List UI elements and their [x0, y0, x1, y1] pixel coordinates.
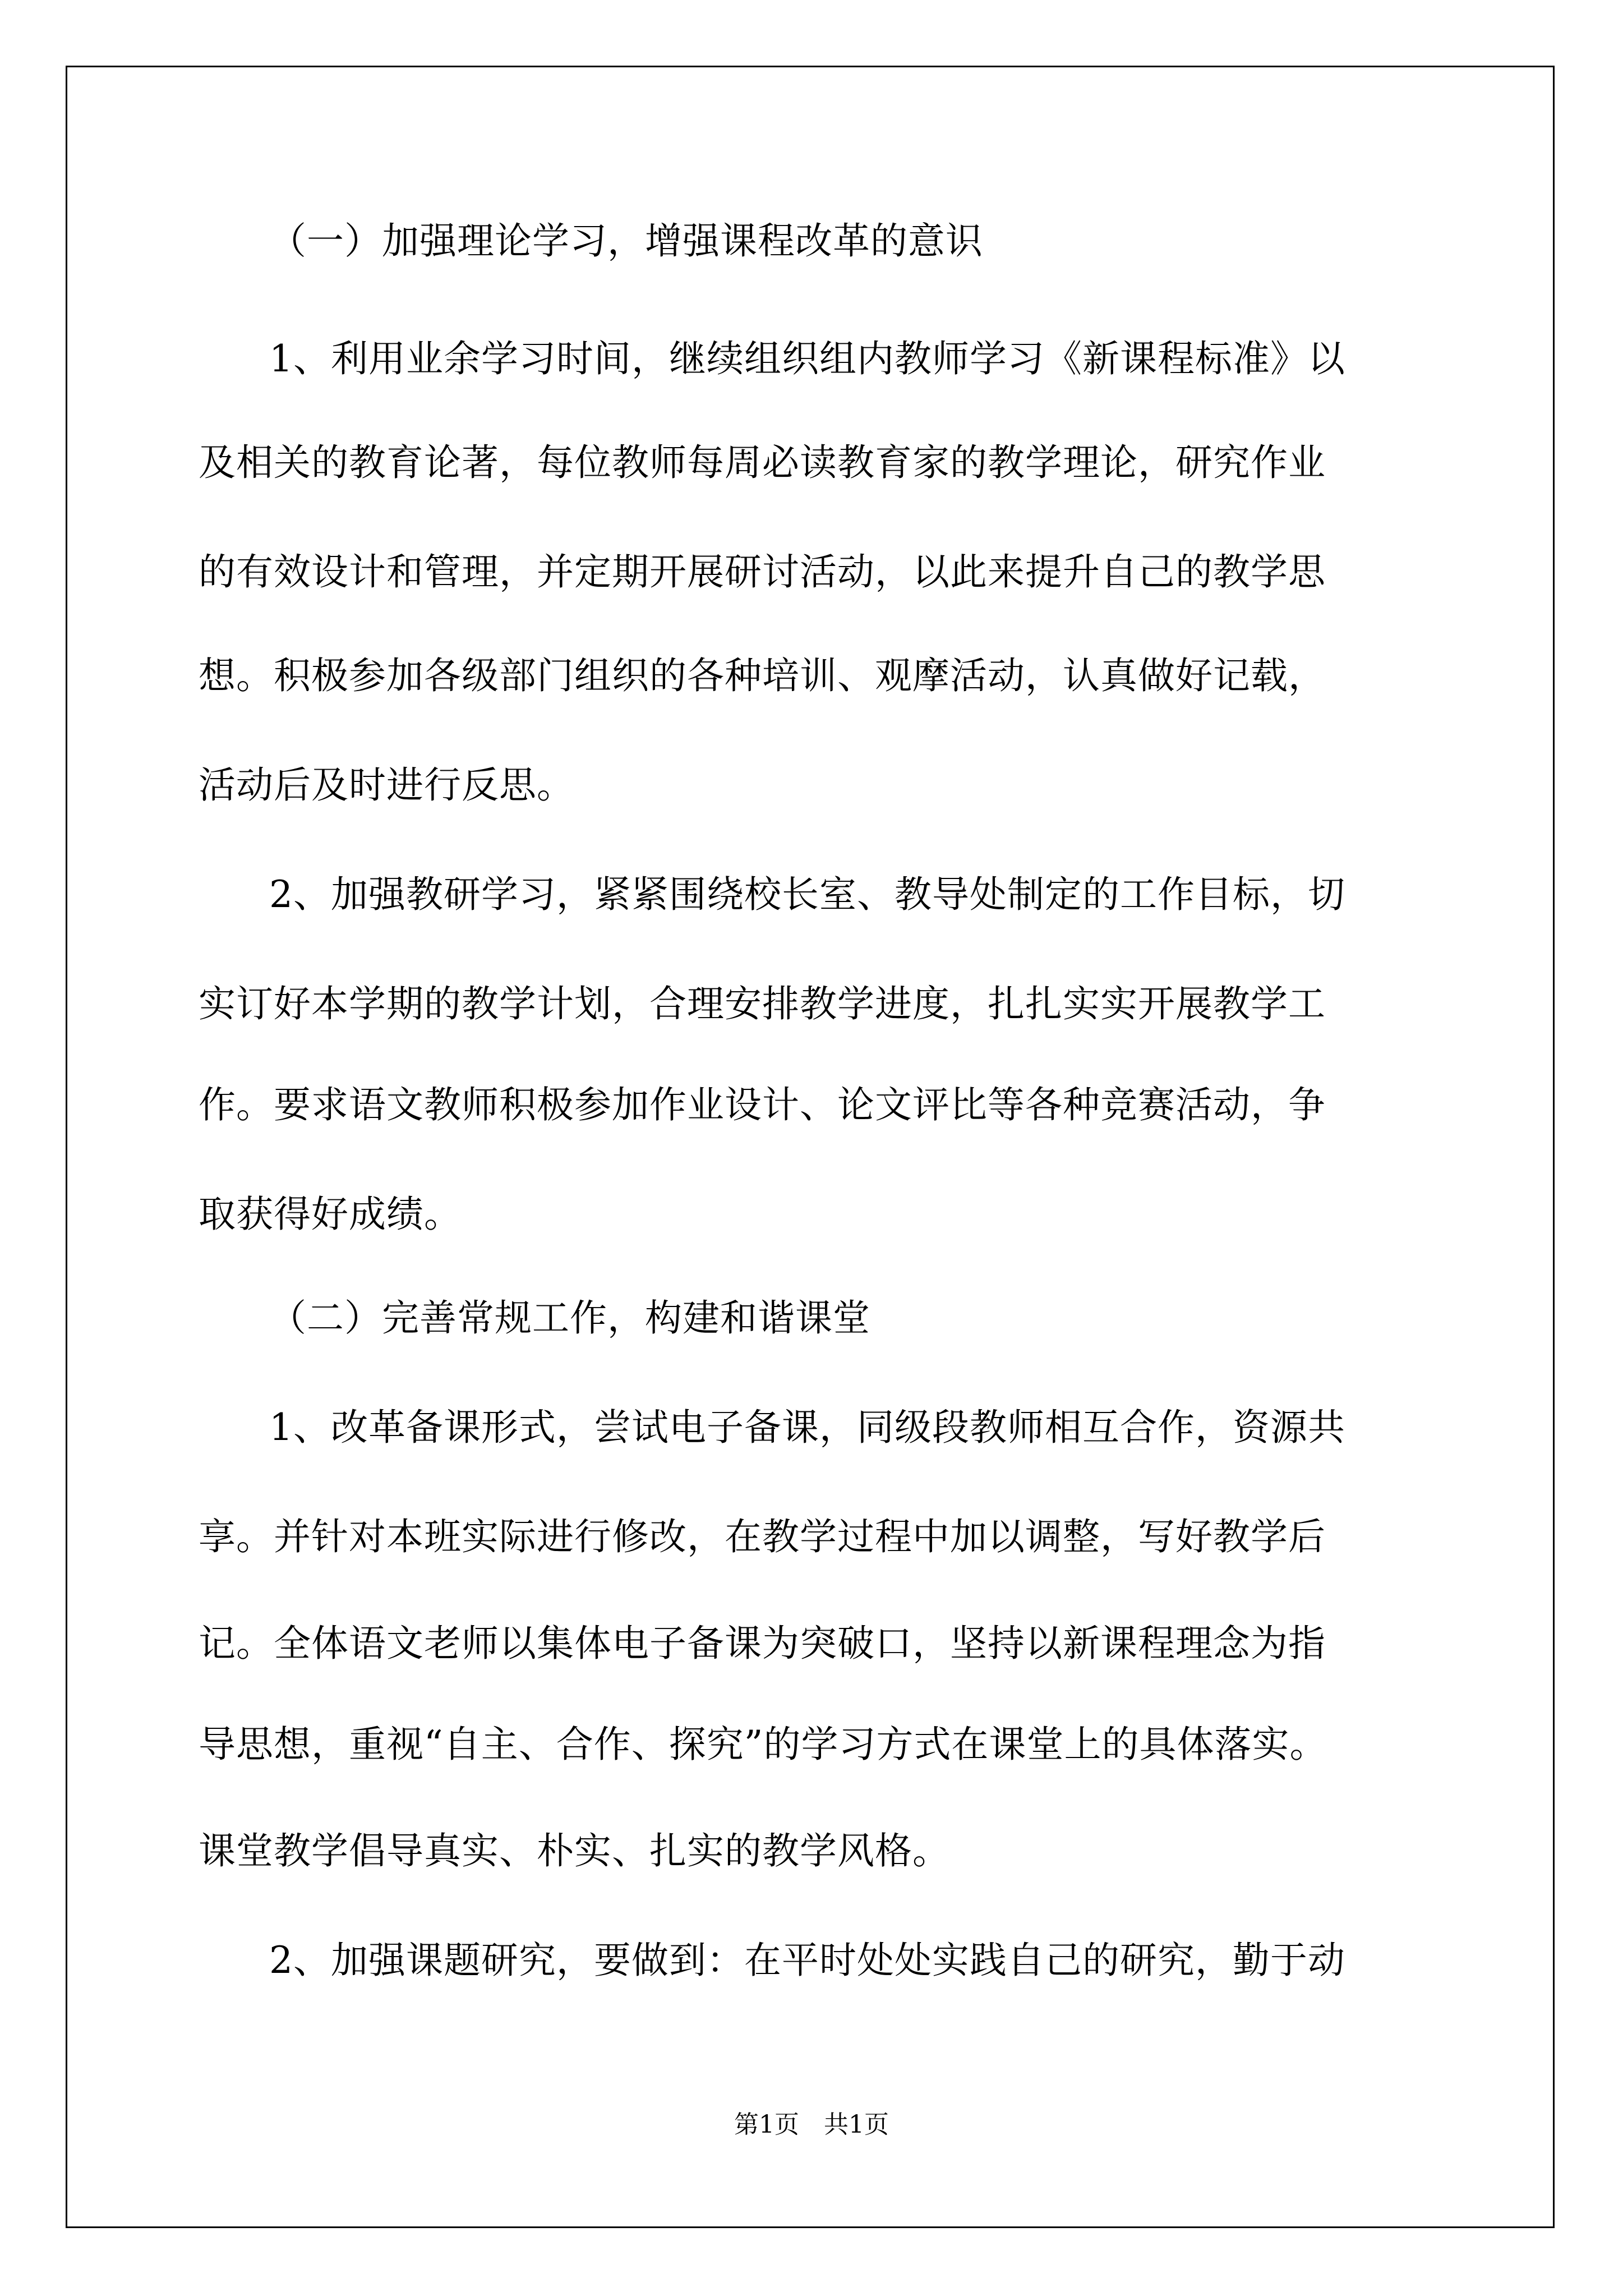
paragraph-line: 实订好本学期的教学计划，合理安排教学进度，扎扎实实开展教学工: [199, 982, 1326, 1025]
page-footer: [0, 2108, 1623, 2142]
paragraph-line: 作。要求语文教师积极参加作业设计、论文评比等各种竞赛活动，争: [199, 1083, 1326, 1126]
paragraph-line: 取获得好成绩。: [199, 1193, 462, 1236]
paragraph-line: 记。全体语文老师以集体电子备课为突破口，坚持以新课程理念为指: [199, 1622, 1326, 1665]
paragraph-line: 课堂教学倡导真实、朴实、扎实的教学风格。: [199, 1829, 950, 1872]
paragraph-line: 活动后及时进行反思。: [199, 763, 574, 807]
page-number-total: 共1页: [824, 2110, 889, 2139]
paragraph-line: 2、加强课题研究，要做到：在平时处处实践自己的研究，勤于动: [269, 1939, 1345, 1982]
paragraph-line: 2、加强教研学习，紧紧围绕校长室、教导处制定的工作目标，切: [269, 873, 1345, 916]
paragraph-line: 想。积极参加各级部门组织的各种培训、观摩活动，认真做好记载，: [199, 654, 1326, 697]
section-heading-2: （二）完善常规工作，构建和谐课堂: [269, 1296, 870, 1340]
paragraph-line: 及相关的教育论著，每位教师每周必读教育家的教学理论，研究作业: [199, 441, 1326, 484]
paragraph-line: 1、改革备课形式，尝试电子备课，同级段教师相互合作，资源共: [269, 1406, 1345, 1449]
page-number-current: 第1页: [734, 2110, 799, 2139]
page-border: [66, 66, 1555, 2228]
paragraph-line: 导思想，重视“自主、合作、探究”的学习方式在课堂上的具体落实。: [199, 1723, 1327, 1766]
section-heading-1: （一）加强理论学习，增强课程改革的意识: [269, 219, 983, 263]
paragraph-line: 的有效设计和管理，并定期开展研讨活动，以此来提升自己的教学思: [199, 550, 1326, 593]
paragraph-line: 1、利用业余学习时间，继续组织组内教师学习《新课程标准》以: [269, 337, 1345, 380]
paragraph-line: 享。并针对本班实际进行修改，在教学过程中加以调整，写好教学后: [199, 1515, 1326, 1558]
